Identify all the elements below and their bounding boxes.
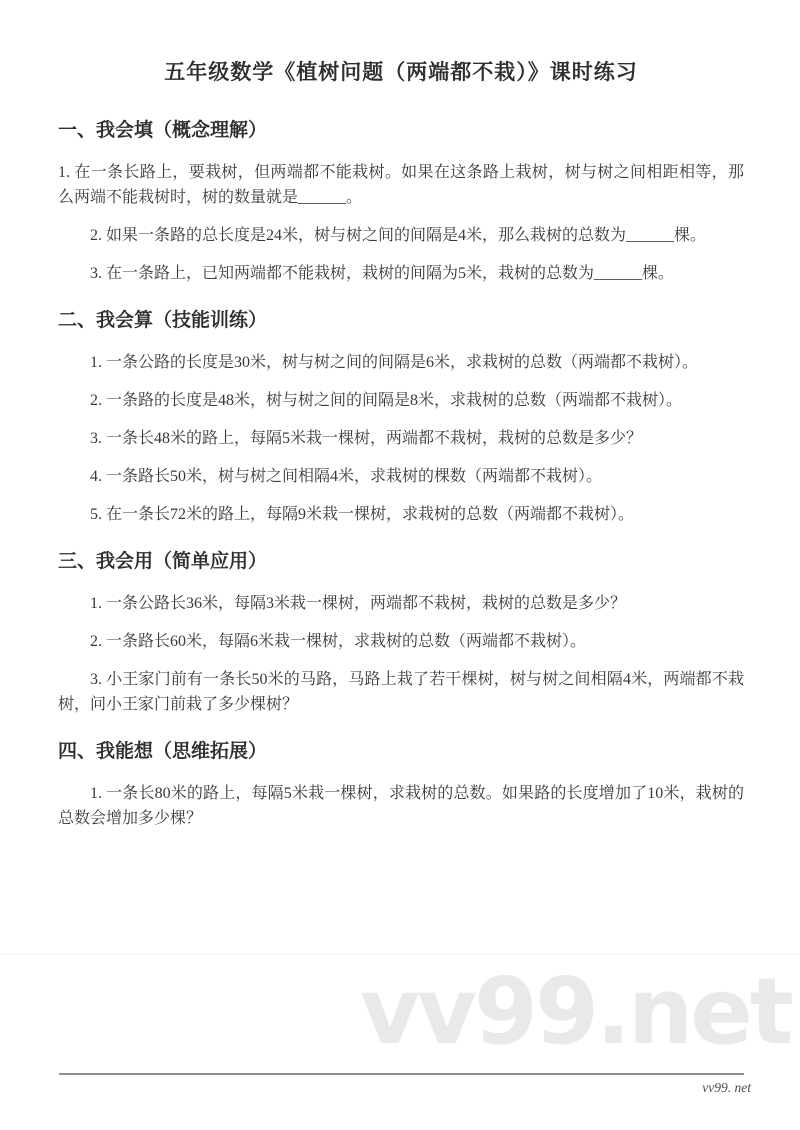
- question: 1. 一条长80米的路上，每隔5米栽一棵树，求栽树的总数。如果路的长度增加了10米，栽树的总数会增加多少棵？: [58, 785, 744, 827]
- section-calculate: [58, 308, 744, 527]
- watermark-text: vv99.net: [360, 958, 791, 1065]
- question: 5. 在一条长72米的路上，每隔9米栽一棵树，求栽树的总数（两端都不栽树）。: [90, 506, 635, 523]
- question: 2. 一条路的长度是48米，树与树之间的间隔是8米，求栽树的总数（两端都不栽树）。: [90, 392, 683, 409]
- question: 1. 在一条长路上，要栽树，但两端都不能栽树。如果在这条路上栽树，树与树之间相距相等，那么两端不能栽树时，树的数量就是______。: [58, 164, 744, 206]
- question: 3. 在一条路上，已知两端都不能栽树，栽树的间隔为5米，栽树的总数为______棵。: [90, 265, 675, 282]
- section-heading: 一、我会填（概念理解）: [58, 120, 268, 141]
- footer-divider: [59, 1073, 744, 1075]
- question: 2. 如果一条路的总长度是24米，树与树之间的间隔是4米，那么栽树的总数为______棵。: [90, 227, 707, 244]
- question: 3. 一条长48米的路上，每隔5米栽一棵树，两端都不栽树，栽树的总数是多少？: [90, 430, 643, 447]
- section-apply: [58, 549, 744, 717]
- section-heading: 二、我会算（技能训练）: [58, 310, 268, 331]
- question: 2. 一条路长60米，每隔6米栽一棵树，求栽树的总数（两端都不栽树）。: [90, 633, 587, 650]
- question: 3. 小王家门前有一条长50米的马路，马路上栽了若干棵树，树与树之间相隔4米，两端都不栽树，问小王家门前栽了多少棵树？: [58, 671, 744, 713]
- question: 1. 一条公路的长度是30米，树与树之间的间隔是6米，求栽树的总数（两端都不栽树）。: [90, 354, 699, 371]
- footer-site-label: vv99. net: [702, 1080, 751, 1095]
- section-heading: 三、我会用（简单应用）: [58, 551, 268, 572]
- section-fill-in: [58, 118, 744, 286]
- page-join-line: [0, 954, 800, 955]
- question: 4. 一条路长50米，树与树之间相隔4米，求栽树的棵数（两端都不栽树）。: [90, 468, 603, 485]
- page-title: 五年级数学《植树问题（两端都不栽）》课时练习: [164, 61, 638, 84]
- section-think: [58, 739, 744, 831]
- section-heading: 四、我能想（思维拓展）: [58, 741, 268, 762]
- question: 1. 一条公路长36米，每隔3米栽一棵树，两端都不栽树，栽树的总数是多少？: [90, 595, 627, 612]
